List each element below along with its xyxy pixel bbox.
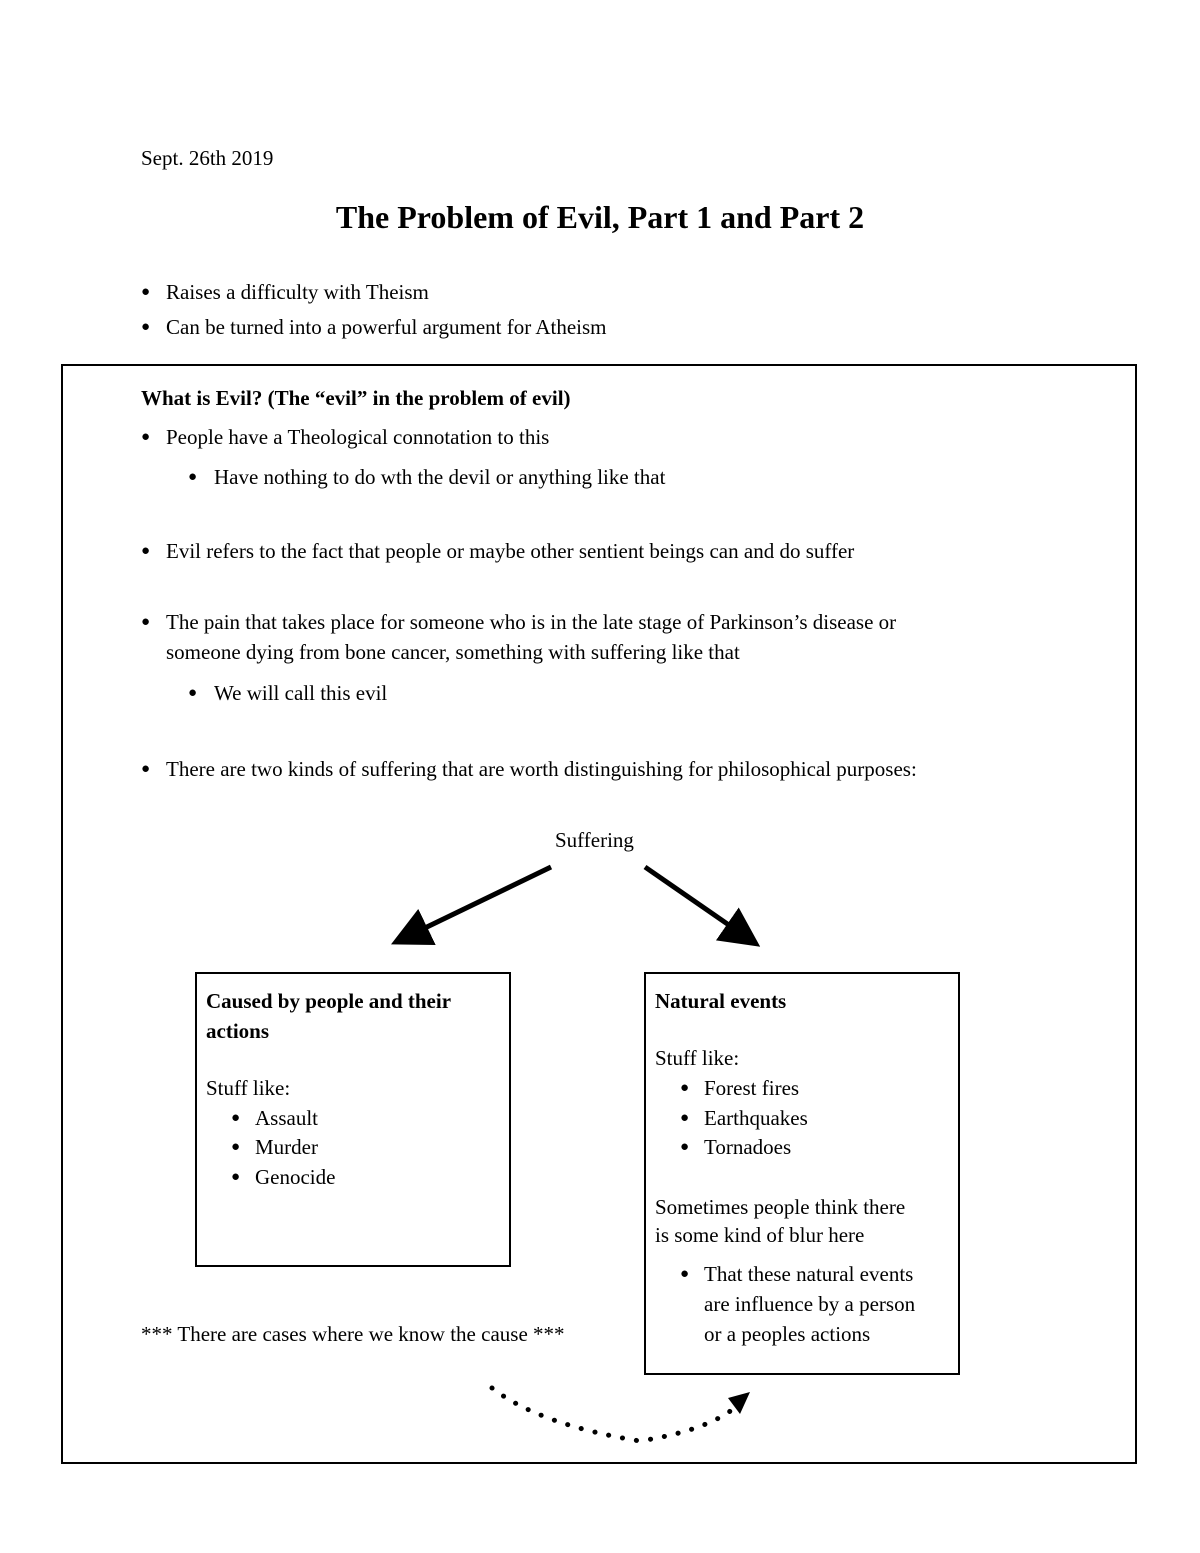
natural-stuff-like: Stuff like: xyxy=(655,1046,740,1070)
bullet-icon: ● xyxy=(680,1080,690,1096)
bullet-icon: ● xyxy=(231,1169,241,1185)
bullet-devil: Have nothing to do wth the devil or anything like that xyxy=(214,465,666,489)
natural-item: Tornadoes xyxy=(704,1135,792,1159)
bullet-theological: People have a Theological connotation to this xyxy=(166,425,550,449)
intro-bullet-2: Can be turned into a powerful argument for Atheism xyxy=(166,315,607,339)
human-caused-title-line2: actions xyxy=(206,1019,269,1043)
bullet-icon: ● xyxy=(141,284,151,300)
bullet-two-kinds: There are two kinds of suffering that are worth distinguishing for philosophical purposes: xyxy=(166,757,917,781)
natural-note-line1: Sometimes people think there xyxy=(655,1195,906,1219)
human-item: Genocide xyxy=(255,1165,336,1189)
bullet-pain-line2: someone dying from bone cancer, something with suffering like that xyxy=(166,640,740,664)
human-stuff-like: Stuff like: xyxy=(206,1076,291,1100)
bullet-evil-definition: Evil refers to the fact that people or maybe other sentient beings can and do suffer xyxy=(166,539,855,563)
dotted-curve-arrow xyxy=(492,1388,738,1441)
section-heading: What is Evil? (The “evil” in the problem of evil) xyxy=(141,386,571,410)
footnote: *** There are cases where we know the cause *** xyxy=(141,1322,565,1346)
human-item: Assault xyxy=(255,1106,318,1130)
natural-events-title: Natural events xyxy=(655,989,787,1013)
bullet-icon: ● xyxy=(231,1139,241,1155)
date: Sept. 26th 2019 xyxy=(141,146,274,170)
bullet-icon: ● xyxy=(231,1110,241,1126)
page-title: The Problem of Evil, Part 1 and Part 2 xyxy=(335,199,865,235)
arrow-left xyxy=(400,867,551,940)
bullet-icon: ● xyxy=(141,319,151,335)
bullet-icon: ● xyxy=(680,1266,690,1282)
bullet-icon: ● xyxy=(141,614,151,630)
natural-note-bullet-line3: or a peoples actions xyxy=(704,1322,871,1346)
arrow-right xyxy=(645,867,752,941)
bullet-icon: ● xyxy=(680,1139,690,1155)
intro-bullet-1: Raises a difficulty with Theism xyxy=(166,280,429,304)
natural-item: Earthquakes xyxy=(704,1106,808,1130)
natural-note-bullet-line1: That these natural events xyxy=(704,1262,914,1286)
bullet-icon: ● xyxy=(188,469,198,485)
bullet-pain-line1: The pain that takes place for someone who is in the late stage of Parkinson’s disease or xyxy=(166,610,897,634)
bullet-icon: ● xyxy=(141,429,151,445)
bullet-icon: ● xyxy=(188,685,198,701)
natural-note-bullet-line2: are influence by a person xyxy=(704,1292,916,1316)
bullet-icon: ● xyxy=(141,543,151,559)
bullet-call-evil: We will call this evil xyxy=(214,681,388,705)
bullet-icon: ● xyxy=(141,761,151,777)
natural-item: Forest fires xyxy=(704,1076,800,1100)
natural-note-line2: is some kind of blur here xyxy=(655,1223,865,1247)
diagram-root-label: Suffering xyxy=(555,828,634,852)
human-caused-title-line1: Caused by people and their xyxy=(206,989,452,1013)
human-item: Murder xyxy=(255,1135,318,1159)
bullet-icon: ● xyxy=(680,1110,690,1126)
